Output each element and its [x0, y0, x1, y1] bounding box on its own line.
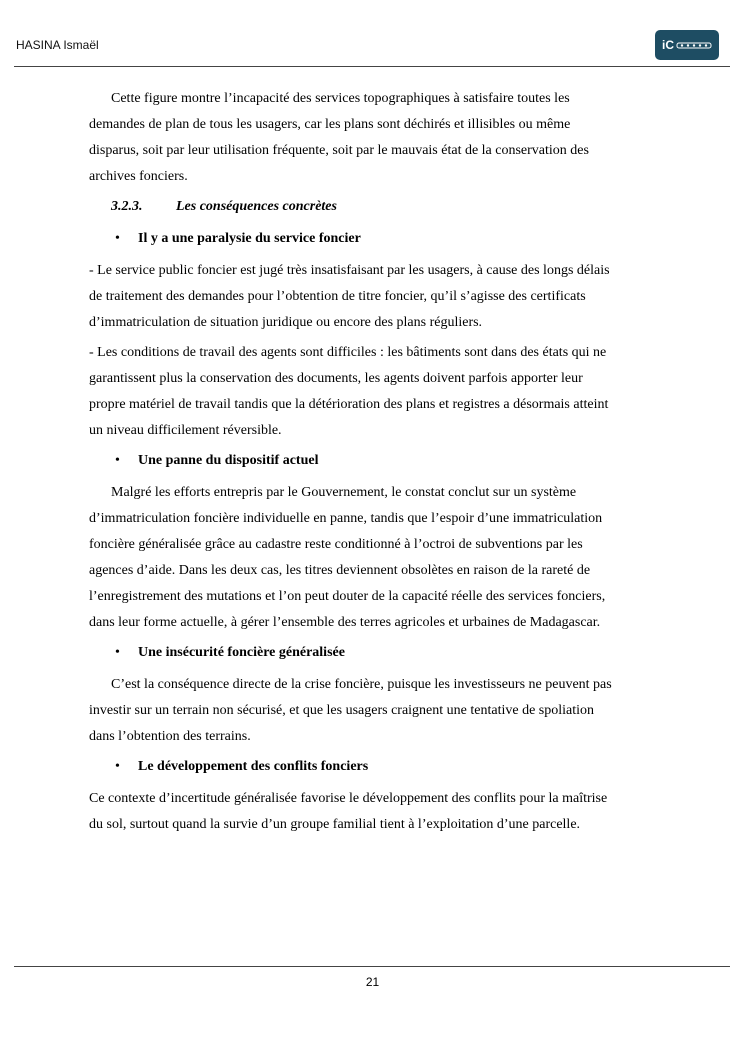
bullet-text: Le développement des conflits fonciers: [138, 759, 369, 774]
bullet-text: Une panne du dispositif actuel: [138, 453, 319, 468]
bullet-dot-icon: •: [115, 453, 120, 468]
text-line: un niveau difficilement réversible.: [89, 423, 282, 438]
text-line: Malgré les efforts entrepris par le Gouvernement, le constat conclut sur un système: [111, 485, 577, 500]
text-line: propre matériel de travail tandis que la détérioration des plans et registres a désormais atteint: [89, 397, 609, 412]
text-line: foncière généralisée grâce au cadastre reste conditionné à l’octroi de subventions par les: [89, 537, 583, 552]
text-line: Cette figure montre l’incapacité des services topographiques à satisfaire toutes les: [111, 91, 570, 106]
text-line: d’immatriculation de situation juridique ou encore des plans réguliers.: [89, 315, 483, 330]
bullet-text: Il y a une paralysie du service foncier: [138, 231, 361, 246]
text-line: agences d’aide. Dans les deux cas, les titres deviennent obsolètes en raison de la rareté de: [89, 563, 591, 578]
logo-mark-icon: [660, 36, 714, 54]
text-line: de traitement des demandes pour l’obtention de titre foncier, qu’il s’agisse des certificats: [89, 289, 586, 304]
bullet-heading: [89, 754, 659, 780]
bullet-text: Une insécurité foncière généralisée: [138, 645, 345, 660]
text-line: dans l’obtention des terrains.: [89, 729, 251, 744]
paragraph-service-public: [89, 258, 659, 336]
text-line: Ce contexte d’incertitude généralisée favorise le développement des conflits pour la maîtrise: [89, 791, 608, 806]
institution-logo-icon: [655, 30, 719, 60]
logo-text: iC: [662, 38, 674, 52]
text-line: - Les conditions de travail des agents sont difficiles : les bâtiments sont dans des états qui ne: [89, 345, 607, 360]
paragraph-conditions-travail: [89, 340, 659, 444]
header-author: HASINA Ismaël: [16, 38, 99, 52]
bullet-heading: [89, 448, 659, 474]
text-line: d’immatriculation foncière individuelle en panne, tandis que l’espoir d’une immatriculation: [89, 511, 603, 526]
text-line: l’enregistrement des mutations et l’on peut douter de la capacité réelle des services fonciers,: [89, 589, 606, 604]
section-number: 3.2.3.: [111, 199, 143, 214]
bullet-dot-icon: •: [115, 759, 120, 774]
text-line: dans leur forme actuelle, à gérer l’ensemble des terres agricoles et urbaines de Madagascar.: [89, 615, 601, 630]
paragraph-conflits: [89, 786, 659, 838]
bullet-dot-icon: •: [115, 231, 120, 246]
page-body: [89, 86, 659, 842]
text-line: C’est la conséquence directe de la crise foncière, puisque les investisseurs ne peuvent pas: [111, 677, 612, 692]
bullet-dot-icon: •: [115, 645, 120, 660]
section-title: Les conséquences concrètes: [176, 199, 337, 214]
text-line: - Le service public foncier est jugé très insatisfaisant par les usagers, à cause des longs délais: [89, 263, 610, 278]
text-line: archives fonciers.: [89, 169, 188, 184]
text-line: garantissent plus la conservation des documents, les agents doivent parfois apporter leur: [89, 371, 583, 386]
header-divider: [14, 66, 730, 67]
paragraph-insecurite: [89, 672, 659, 750]
paragraph-panne-dispositif: [89, 480, 659, 636]
text-line: du sol, surtout quand la survie d’un groupe familial tient à l’exploitation d’une parcelle.: [89, 817, 581, 832]
paragraph-figure-description: [89, 86, 659, 190]
text-line: disparus, soit par leur utilisation fréquente, soit par le mauvais état de la conservation des: [89, 143, 589, 158]
bullet-heading: [89, 640, 659, 666]
bullet-heading: [89, 226, 659, 252]
text-line: investir sur un terrain non sécurisé, et que les usagers craignent une tentative de spoliation: [89, 703, 595, 718]
text-line: demandes de plan de tous les usagers, car les plans sont déchirés et illisibles ou même: [89, 117, 571, 132]
page-number: 21: [365, 975, 380, 989]
section-heading: [89, 194, 659, 220]
footer-divider: [14, 966, 730, 967]
